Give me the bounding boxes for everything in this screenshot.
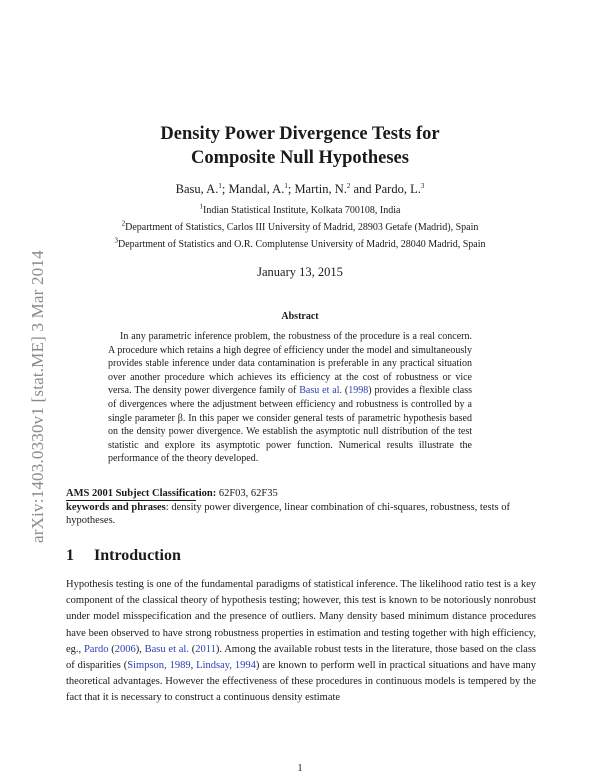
keywords-value: : density power divergence, linear combination of chi-squares, robustness, tests of hypotheses. <box>66 502 510 526</box>
author-affil-mark: 1 <box>284 181 288 190</box>
section-heading <box>66 547 181 565</box>
affiliation-mark: 3 <box>114 236 119 245</box>
abstract-part: ( <box>341 385 349 397</box>
affiliation-text: Department of Statistics and O.R. Complutense University of Madrid, 28040 Madrid, Spain <box>118 239 486 250</box>
affiliation-text: Indian Statistical Institute, Kolkata 700108, India <box>203 205 401 216</box>
arxiv-stamp: arXiv:1403.0330v1 [stat.ME] 3 Mar 2014 <box>28 250 47 543</box>
body-text-part: ). Among the available robust tests in the literature, those based on the class of disparities ( <box>66 643 537 672</box>
author-list <box>60 182 540 197</box>
citation-year-link[interactable]: 1998 <box>348 385 369 397</box>
citation-link[interactable]: Pardo <box>83 643 109 655</box>
paper-date: January 13, 2015 <box>257 265 343 279</box>
ams-value: 62F03, 62F35 <box>216 488 278 499</box>
affiliation-mark: 2 <box>121 219 126 228</box>
abstract-part: In any parametric inference problem, the robustness of the procedure is a real concern. A procedure which retains a high degree of efficiency under the model and simultaneously provides stable inference under data contamination is preferable in any practical situation over another procedure which achieves its efficiency at the cost of robustness or vice versa. The density power divergence family of <box>108 331 472 397</box>
intro-paragraph: Hypothesis testing is one of the fundamental paradigms of statistical inference. The likelihood ratio test is a key component of the classical theory of hypothesis testing; however, this test is known to be notoriously nonrobust under model misspecification and the presence of outliers. Many density based minimum distance procedures have been observed to have strong robustness properties in estimation and testing together with high efficiency, eg., Pardo (2006), Basu et al. (2011). Among the available robust tests in the literature, those based on the class of disparities (Simpson, 1989, Lindsay, 1994) are known to perform well in practical situations and have many theoretical advantages. However the effectiveness of these procedures in continuous models is tempered by the fact that it is necessary to construct a continuous density estimate <box>66 579 537 704</box>
body-text-part: Hypothesis testing is one of the fundamental paradigms of statistical inference. The likelihood ratio test is a key component of the classical theory of hypothesis testing; however, this test is known to be notoriously nonrobust under model misspecification and the presence of outliers. Many density based minimum distance procedures have been observed to have strong robustness properties in estimation and testing together with high efficiency, eg., <box>66 579 536 655</box>
keywords <box>66 501 536 527</box>
author-name: Basu, A. <box>175 182 219 196</box>
author-name: and Pardo, L. <box>350 182 421 196</box>
affiliation-3 <box>40 236 560 250</box>
abstract-heading: Abstract <box>281 311 319 322</box>
section-number: 1 <box>66 547 74 564</box>
ams-classification <box>66 488 536 499</box>
abstract-part: ) provides a flexible class of divergences where the adjustment between efficiency and robustness is controlled by a single parameter β. In this paper we consider general tests of parametric hypothesis based on the density power divergence. We establish the asymptotic null distribution of the test statistic and explore its asymptotic power function. Numerical results illustrate the performance of the theory developed. <box>108 385 472 465</box>
body-text-part: , <box>139 643 145 655</box>
author-affil-mark: 1 <box>218 181 222 190</box>
affiliation-mark: 1 <box>199 202 204 211</box>
citation-link[interactable]: Lindsay, 1994 <box>196 660 256 672</box>
section-title: Introduction <box>94 547 181 564</box>
ams-label: AMS 2001 Subject Classification: <box>66 488 217 499</box>
keywords-label: keywords and phrases <box>66 502 166 513</box>
body-text-part: , <box>190 660 197 672</box>
abstract-text <box>108 330 472 466</box>
author-name: ; Mandal, A. <box>221 182 285 196</box>
citation-year-link[interactable]: 2006 <box>114 643 136 655</box>
page-number: 1 <box>297 763 303 774</box>
paper-title <box>60 122 540 170</box>
title-line-1: Density Power Divergence Tests for <box>160 124 440 144</box>
author-affil-mark: 2 <box>346 181 351 190</box>
citation-link[interactable]: Simpson, 1989 <box>127 660 191 672</box>
citation-link[interactable]: Basu et al. <box>299 385 342 397</box>
affiliation-text: Department of Statistics, Carlos III University of Madrid, 28903 Getafe (Madrid), Spain <box>125 222 479 233</box>
affiliation-2 <box>40 219 560 233</box>
author-affil-mark: 3 <box>420 181 425 190</box>
citation-year-link[interactable]: 2011 <box>195 643 216 655</box>
title-line-2: Composite Null Hypotheses <box>191 148 409 168</box>
affiliation-1 <box>40 202 560 216</box>
author-name: ; Martin, N. <box>287 182 347 196</box>
citation-link[interactable]: Basu et al. <box>144 643 189 655</box>
body-text-part: ) are known to perform well in practical situations and have many theoretical advantages. However the effectiveness of these procedures in continuous models is tempered by the fact that it is necessary to construct a continuous density estimate <box>66 660 537 704</box>
